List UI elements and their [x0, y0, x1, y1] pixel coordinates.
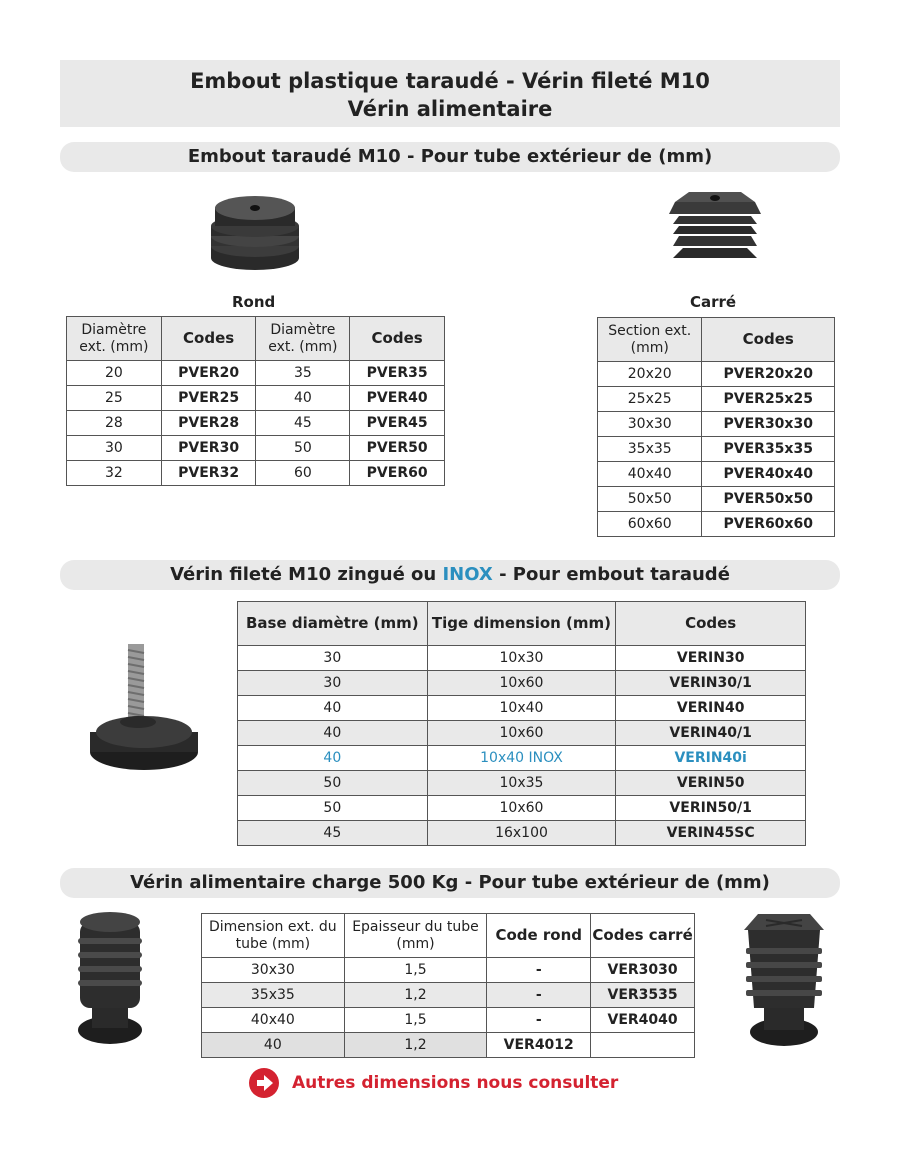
cell-code: PVER20x20 [702, 362, 835, 387]
cell-code: VERIN50/1 [616, 796, 806, 821]
cell-code-rond: VER4012 [487, 1033, 591, 1058]
table-row [238, 696, 806, 721]
table-carre [597, 317, 835, 537]
arrow-right-circle-icon [248, 1067, 280, 1099]
cell: 30x30 [598, 412, 702, 437]
cell-code: PVER60 [350, 461, 445, 486]
cell: 30 [67, 436, 162, 461]
cell-code: VERIN40i [616, 746, 806, 771]
cell: 1,2 [344, 983, 487, 1008]
cell: 10x40 INOX [427, 746, 616, 771]
cell: 35 [256, 361, 350, 386]
cell: 10x60 [427, 721, 616, 746]
header-codes-carre: Codes carré [591, 914, 695, 958]
cell: 20x20 [598, 362, 702, 387]
header-code-rond: Code rond [487, 914, 591, 958]
cell-code: PVER35x35 [702, 437, 835, 462]
cell-code: VERIN40/1 [616, 721, 806, 746]
cell-code-carre [591, 1033, 695, 1058]
cell: 40x40 [598, 462, 702, 487]
cell-code: PVER20 [161, 361, 256, 386]
cell-code: PVER60x60 [702, 512, 835, 537]
cell: 40 [238, 746, 428, 771]
cell: 50 [256, 436, 350, 461]
table-row [598, 412, 835, 437]
cell-code-rond: - [487, 958, 591, 983]
cell: 30 [238, 646, 428, 671]
cell: 28 [67, 411, 162, 436]
cell-code: PVER30x30 [702, 412, 835, 437]
header-section: Section ext. (mm) [598, 318, 702, 362]
title-line-1: Embout plastique taraudé - Vérin fileté M10 [190, 69, 710, 93]
table-row [598, 362, 835, 387]
header-epaisseur: Epaisseur du tube (mm) [344, 914, 487, 958]
table-row [598, 512, 835, 537]
cell-code: PVER45 [350, 411, 445, 436]
table-row [67, 436, 445, 461]
cell: 45 [238, 821, 428, 846]
table-alimentaire [201, 913, 695, 1058]
cell: 60x60 [598, 512, 702, 537]
cell: 25x25 [598, 387, 702, 412]
header-codes: Codes [616, 602, 806, 646]
cell: 10x35 [427, 771, 616, 796]
cell: 60 [256, 461, 350, 486]
cell: 50 [238, 771, 428, 796]
title-line-2: Vérin alimentaire [347, 97, 553, 121]
cell: 40 [238, 721, 428, 746]
cell-code-rond: - [487, 1008, 591, 1033]
header-codes: Codes [702, 318, 835, 362]
table-row [598, 487, 835, 512]
table-row [67, 411, 445, 436]
cell-code-carre: VER3030 [591, 958, 695, 983]
header-base: Base diamètre (mm) [238, 602, 428, 646]
table-row [67, 386, 445, 411]
table-verin [237, 601, 806, 846]
cell-code-rond: - [487, 983, 591, 1008]
table-row [202, 1008, 695, 1033]
table-row [67, 361, 445, 386]
cell-code: PVER25x25 [702, 387, 835, 412]
section-heading-verin [60, 560, 840, 590]
cell-code: PVER40 [350, 386, 445, 411]
table-row [598, 387, 835, 412]
caption-rond: Rond [232, 293, 276, 311]
cell: 45 [256, 411, 350, 436]
cell-code-carre: VER4040 [591, 1008, 695, 1033]
cell-code: PVER50 [350, 436, 445, 461]
cell-code: VERIN50 [616, 771, 806, 796]
consult-text: Autres dimensions nous consulter [292, 1073, 619, 1093]
cell: 1,5 [344, 958, 487, 983]
cell-code: PVER28 [161, 411, 256, 436]
cell: 35x35 [598, 437, 702, 462]
cell: 40 [202, 1033, 345, 1058]
table-row [67, 461, 445, 486]
threaded-foot-image [88, 640, 200, 775]
cell: 10x30 [427, 646, 616, 671]
cell: 40 [238, 696, 428, 721]
cell: 50 [238, 796, 428, 821]
section-heading-embout: Embout taraudé M10 - Pour tube extérieur de (mm) [60, 142, 840, 172]
header-codes-2: Codes [350, 317, 445, 361]
cell: 25 [67, 386, 162, 411]
cell: 50x50 [598, 487, 702, 512]
header-dimension: Dimension ext. du tube (mm) [202, 914, 345, 958]
cell: 1,2 [344, 1033, 487, 1058]
cell-code: VERIN40 [616, 696, 806, 721]
table-rond [66, 316, 445, 486]
section-heading-alimentaire: Vérin alimentaire charge 500 Kg - Pour tube extérieur de (mm) [60, 868, 840, 898]
header-diametre-2: Diamètre ext. (mm) [256, 317, 350, 361]
cell-code: VERIN30/1 [616, 671, 806, 696]
square-food-foot-image [738, 908, 830, 1048]
cell: 10x40 [427, 696, 616, 721]
table-row [202, 958, 695, 983]
cell-code: VERIN30 [616, 646, 806, 671]
heading-inox: INOX [442, 564, 493, 585]
table-row [238, 721, 806, 746]
square-cap-image [665, 188, 765, 270]
cell-code: PVER35 [350, 361, 445, 386]
cell: 20 [67, 361, 162, 386]
cell: 40x40 [202, 1008, 345, 1033]
cell-code: PVER50x50 [702, 487, 835, 512]
cell-code: PVER32 [161, 461, 256, 486]
cell: 1,5 [344, 1008, 487, 1033]
page-title [60, 60, 840, 127]
table-row [202, 1033, 695, 1058]
consult-callout [248, 1066, 618, 1100]
round-food-foot-image [72, 908, 148, 1048]
cell-code: PVER30 [161, 436, 256, 461]
cell: 40 [256, 386, 350, 411]
table-row [238, 771, 806, 796]
header-codes-1: Codes [161, 317, 256, 361]
table-row-inox [238, 746, 806, 771]
cell: 16x100 [427, 821, 616, 846]
cell: 30 [238, 671, 428, 696]
heading-part: Vérin fileté M10 zingué ou [170, 564, 443, 585]
cell-code: PVER40x40 [702, 462, 835, 487]
table-row [238, 796, 806, 821]
table-row [202, 983, 695, 1008]
cell-code: PVER25 [161, 386, 256, 411]
table-row [238, 671, 806, 696]
cell: 32 [67, 461, 162, 486]
table-row [238, 821, 806, 846]
cell: 10x60 [427, 796, 616, 821]
table-row [238, 646, 806, 671]
cell: 10x60 [427, 671, 616, 696]
header-tige: Tige dimension (mm) [427, 602, 616, 646]
table-row [598, 437, 835, 462]
cell-code: VERIN45SC [616, 821, 806, 846]
round-cap-image [205, 190, 305, 275]
table-row [598, 462, 835, 487]
caption-carre: Carré [690, 293, 737, 311]
header-diametre-1: Diamètre ext. (mm) [67, 317, 162, 361]
cell: 30x30 [202, 958, 345, 983]
heading-part: - Pour embout taraudé [492, 564, 730, 585]
cell: 35x35 [202, 983, 345, 1008]
cell-code-carre: VER3535 [591, 983, 695, 1008]
